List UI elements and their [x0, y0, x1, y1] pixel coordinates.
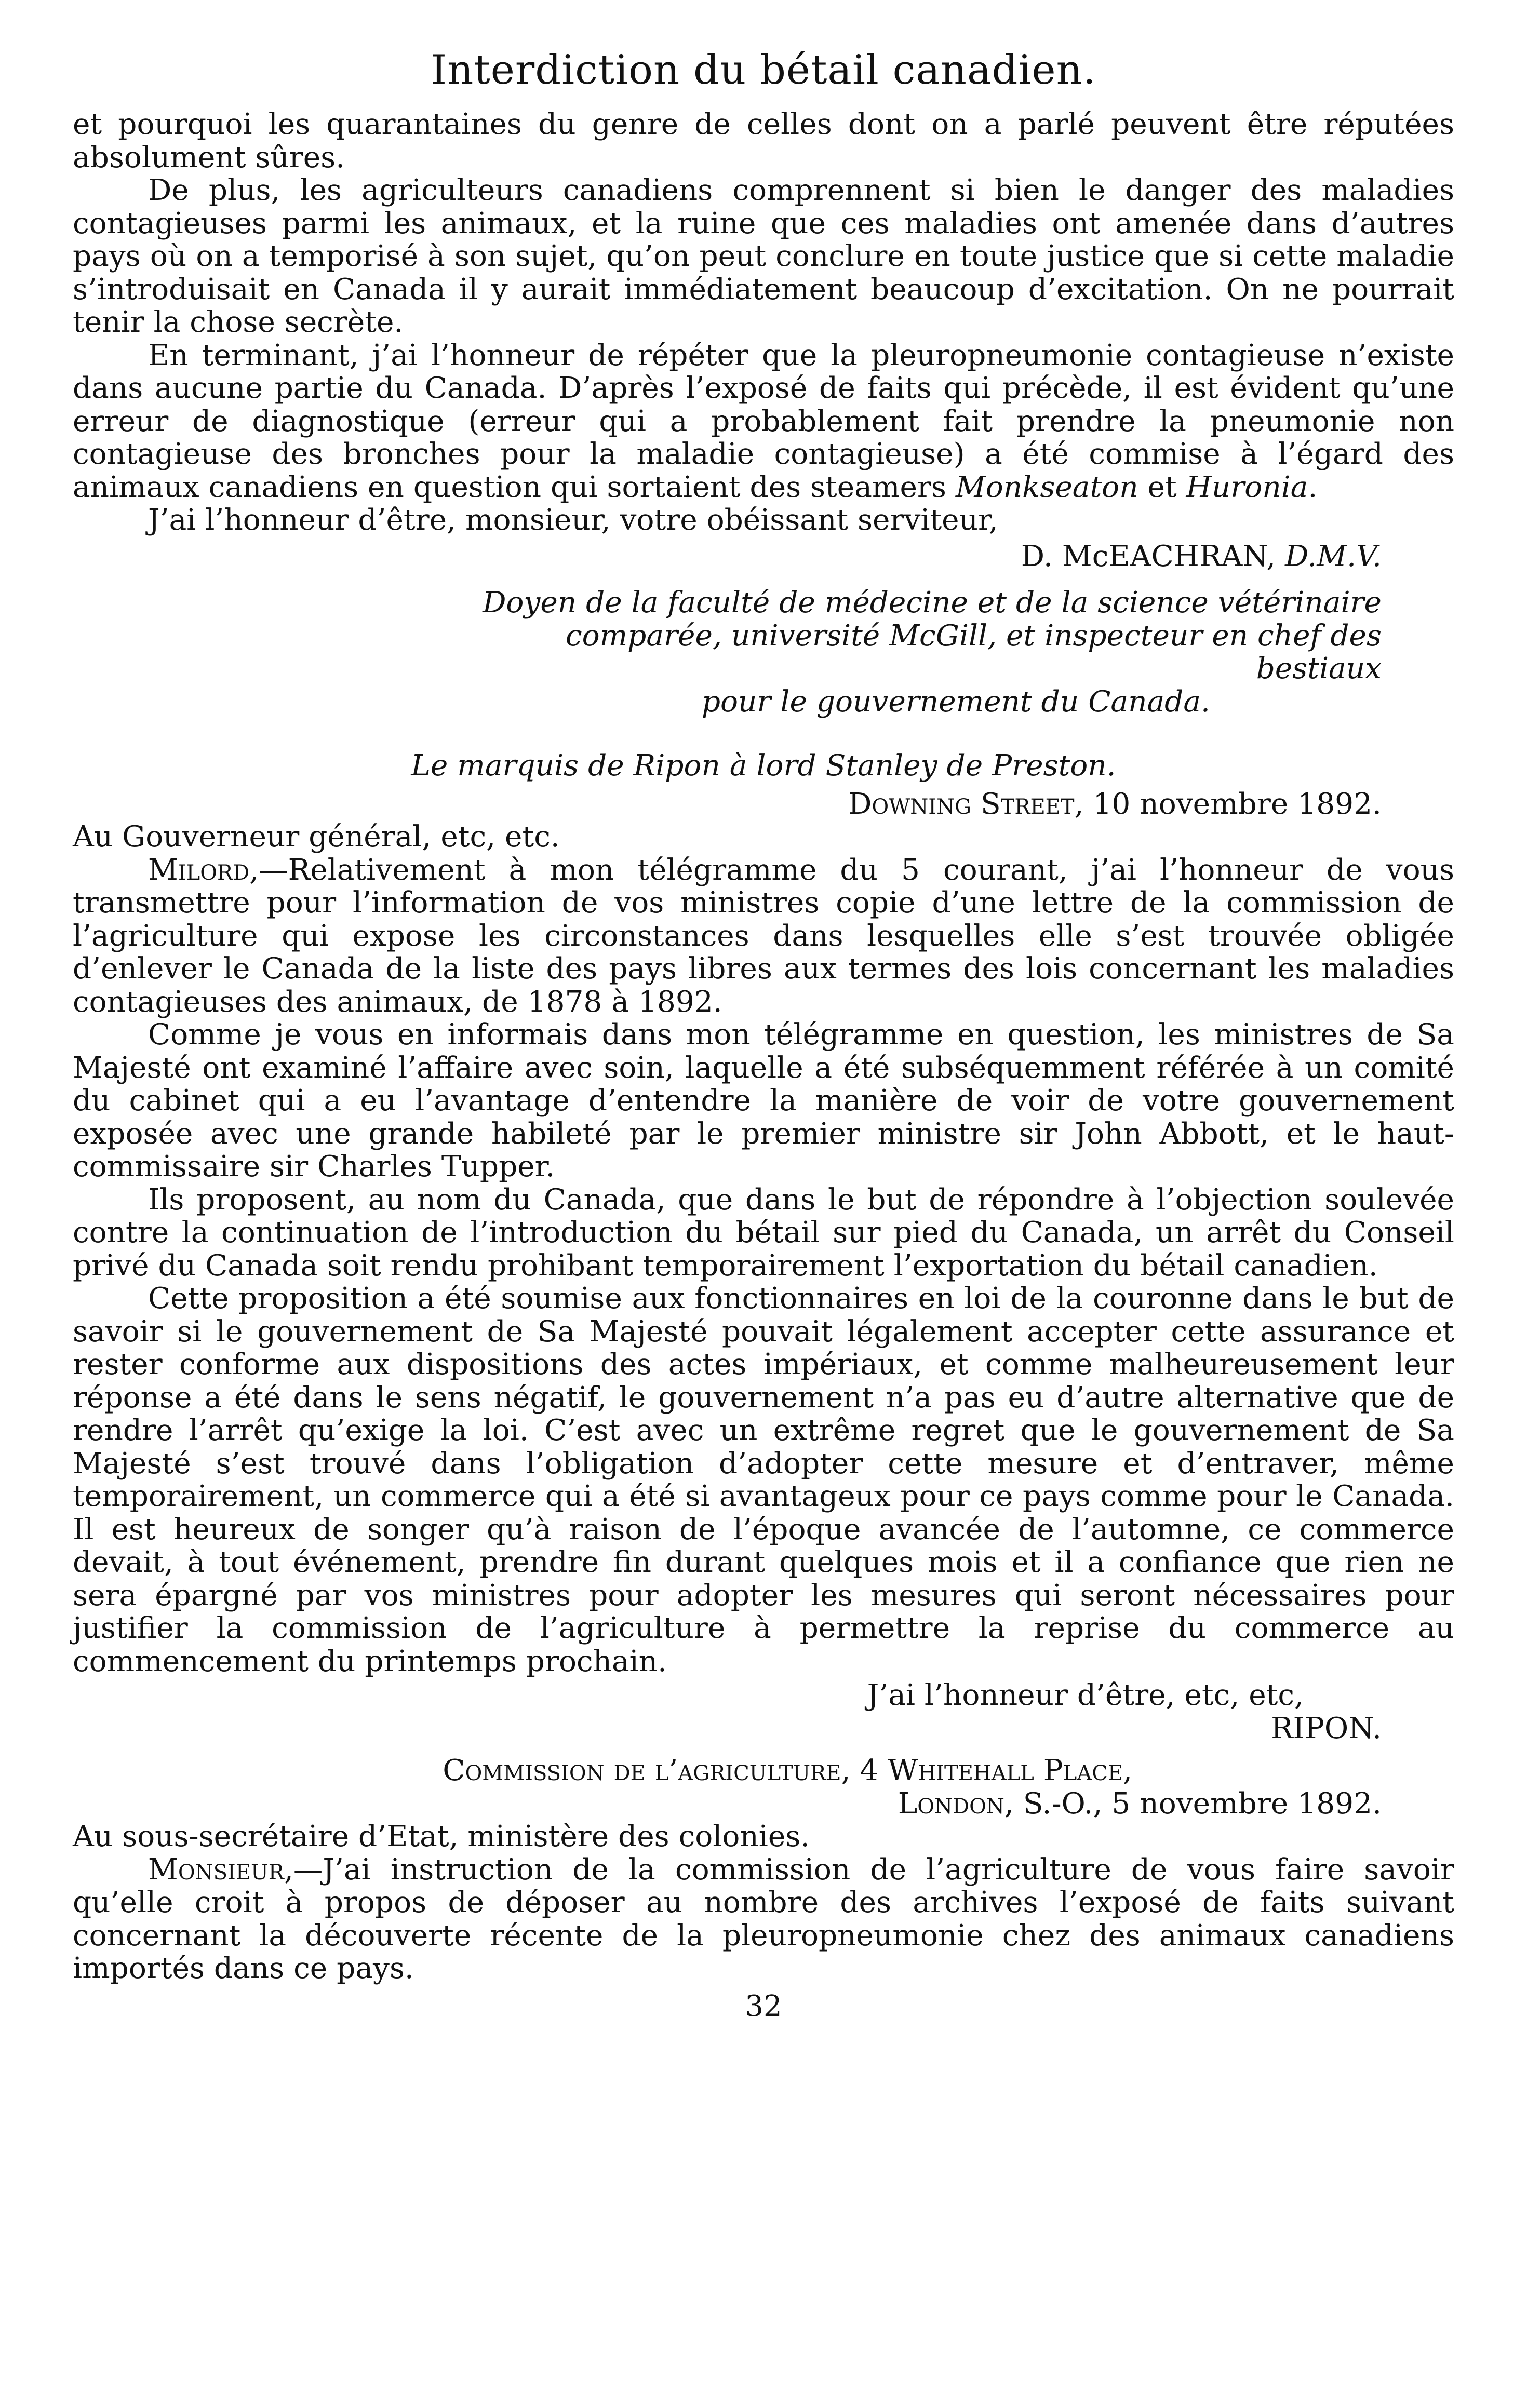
milord-body: ,—Relativement à mon télégramme du 5 courant, j’ai l’honneur de vous transmettre pour l’information de vos ministres copie d’une lettre de la commission de l’agriculture qui expose les circonstances dans lesquelles elle s’est trouvée obligée d’enlever le Canada de la liste des pays libres aux termes des lois concernant les maladies contagieuses des animaux, de 1878 à 1892. [73, 853, 1454, 1019]
document-page [73, 42, 1454, 2025]
paragraph-law-officers: Cette proposition a été soumise aux fonctionnaires en loi de la couronne dans le but de savoir si le gouvernement de Sa Majesté pouvait légalement accepter cette assurance et rester conforme aux dispositions des actes impériaux, et comme malheureusement leur réponse a été dans le sens négatif, le gouvernement n’a pas eu d’autre alternative que de rendre l’arrêt qu’exige la loi. C’est avec un extrême regret que le gouvernement de Sa Majesté s’est trouvé dans l’obligation d’adopter cette mesure et d’entraver, même temporairement, un commerce qui a été si avantageux pour ce pays comme pour le Canada. Il est heureux de songer qu’à raison de l’époque avancée de l’automne, ce commerce devait, à tout événement, prendre fin durant quelques mois et il a confiance que rien ne sera épargné par vos ministres pour adopter les mesures qui seront nécessaires pour justifier la commission de l’agriculture à permettre la reprise du commerce au commencement du printemps prochain. [73, 1282, 1454, 1678]
paragraph-farmers: De plus, les agriculteurs canadiens comprennent si bien le danger des maladies contagieuses parmi les animaux, et la ruine que ces maladies ont amenée dans d’autres pays où on a temporisé à son sujet, qu’on peut conclure en toute justice que si cette maladie s’introduisait en Canada il y aurait immédiatement beaucoup d’excitation. On ne pourrait tenir la chose secrète. [73, 173, 1454, 339]
letter-dateline-commission-1: Commission de l’agriculture, 4 Whitehall Place, [443, 1754, 1132, 1787]
salutation-monsieur: Monsieur [148, 1852, 284, 1887]
letter-dateline-commission-2 [73, 1787, 1454, 1821]
paragraph-conclusion [73, 339, 1454, 504]
signatory-title-line-2: comparée, université McGill, et inspecteur en chef des bestiaux [565, 618, 1382, 685]
conclusion-text: En terminant, j’ai l’honneur de répéter que la pleuropneumonie contagieuse n’existe dans aucune partie du Canada. D’après l’exposé de faits qui précède, il est évident qu’une erreur de diagnostique (erreur qui a probablement fait prendre la pneumonie non contagieuse des bronches pour la maladie contagieuse) a été commise à l’égard des animaux canadiens en question qui sortaient des steamers [73, 338, 1454, 504]
paragraph-proposal: Ils proposent, au nom du Canada, que dans le but de répondre à l’objection soulevée contre la continuation de l’introduction du bétail sur pied du Canada, un arrêt du Conseil privé du Canada soit rendu prohibant temporairement l’exportation du bétail canadien. [73, 1182, 1454, 1283]
signatory-name: D. McEACHRAN, [1021, 539, 1285, 573]
addressee-governor: Au Gouverneur général, etc, etc. [73, 820, 560, 854]
dateline-place: Downing Street [848, 787, 1075, 821]
paragraph-ministers: Comme je vous en informais dans mon télégramme en question, les ministres de Sa Majesté ont examiné l’affaire avec soin, laquelle a été subséquemment référée à un comité du cabinet qui a eu l’avantage d’entendre la manière de voir de votre gouvernement exposée avec une grande habileté par le premier ministre sir John Abbott, et le haut-commissaire sir Charles Tupper. [73, 1018, 1454, 1183]
signatory-degree: D.M.V. [1285, 539, 1382, 573]
period-text: . [1308, 470, 1318, 504]
conjunction-text: et [1138, 470, 1186, 504]
running-header: Interdiction du bétail canadien. [431, 47, 1096, 93]
dateline-london-date: , S.-O., 5 novembre 1892. [1004, 1786, 1382, 1821]
ship-name-huronia: Huronia [1186, 470, 1308, 504]
addressee-undersecretary: Au sous-secrétaire d’Etat, ministère des colonies. [73, 1820, 810, 1853]
letter-heading-ripon: Le marquis de Ripon à lord Stanley de Preston. [411, 749, 1116, 783]
salutation-milord: Milord [148, 853, 250, 887]
signatory-title-line-3: pour le gouvernement du Canada. [701, 684, 1210, 719]
paragraph-monsieur [73, 1853, 1454, 1985]
dateline-london: London [898, 1786, 1004, 1821]
signatory-title-block [447, 586, 1454, 718]
signatory-title-line-1: Doyen de la faculté de médecine et de la science vétérinaire [483, 586, 1382, 620]
dateline-date: , 10 novembre 1892. [1074, 787, 1382, 821]
paragraph-continuation: et pourquoi les quarantaines du genre de celles dont on a parlé peuvent être réputées absolument sûres. [73, 107, 1454, 174]
paragraph-milord [73, 854, 1454, 1019]
signature-ripon: RIPON. [1271, 1711, 1382, 1745]
letter-dateline-ripon [73, 788, 1454, 821]
closing-formula-2: J’ai l’honneur d’être, etc, etc, [867, 1678, 1304, 1712]
closing-formula-1: J’ai l’honneur d’être, monsieur, votre obéissant serviteur, [148, 503, 998, 537]
signature-mceachran [73, 540, 1454, 573]
ship-name-monkseaton: Monkseaton [955, 470, 1138, 504]
page-number: 32 [745, 1989, 782, 2023]
monsieur-body: ,—J’ai instruction de la commission de l’agriculture de vous faire savoir qu’elle croit à propos de déposer au nombre des archives l’exposé de faits suivant concernant la découverte récente de la pleuropneumonie chez des animaux canadiens importés dans ce pays. [73, 1852, 1454, 1985]
